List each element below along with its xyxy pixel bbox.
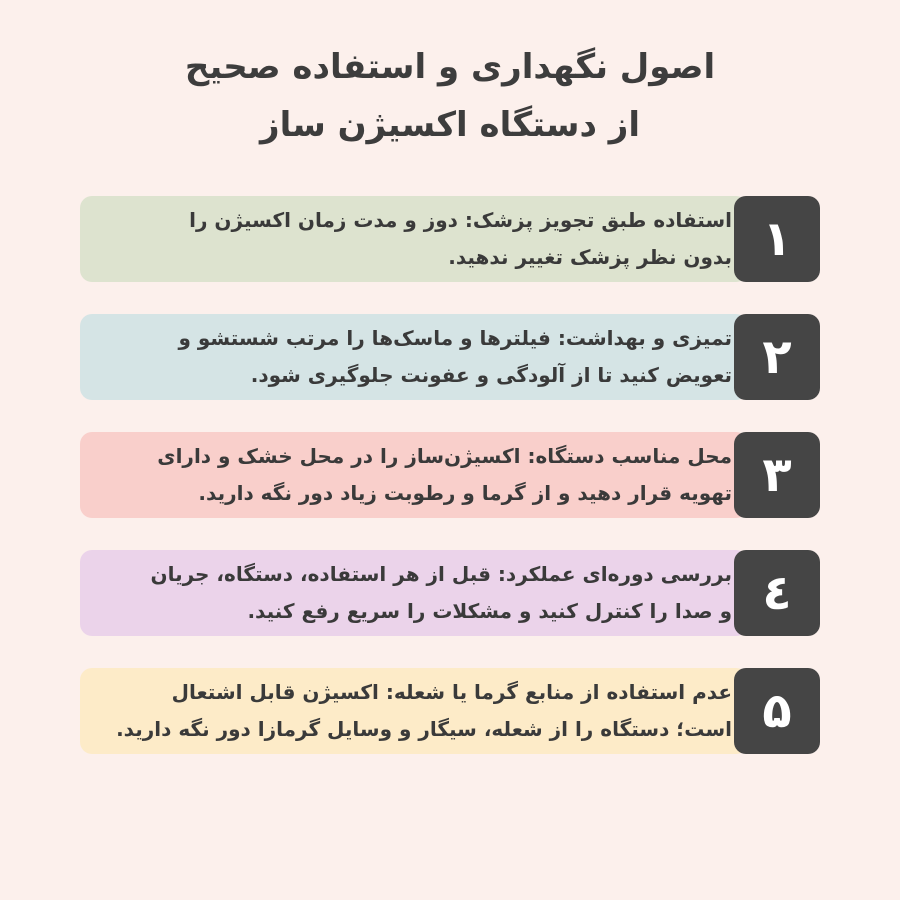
tip-5-line-1: عدم استفاده از منابع گرما یا شعله: اکسیژن قابل اشتعال bbox=[171, 680, 732, 704]
tip-number-2: ۲ bbox=[734, 314, 820, 400]
tip-4-line-2: و صدا را کنترل کنید و مشکلات را سریع رفع کنید. bbox=[247, 599, 732, 623]
tip-text-1 bbox=[92, 202, 732, 276]
tip-3-line-2: تهویه قرار دهید و از گرما و رطوبت زیاد دور نگه دارید. bbox=[198, 481, 732, 505]
tip-text-5 bbox=[92, 674, 732, 748]
tip-text-2 bbox=[92, 320, 732, 394]
tip-item-3 bbox=[80, 432, 820, 518]
tip-item-2 bbox=[80, 314, 820, 400]
tip-item-5 bbox=[80, 668, 820, 754]
tip-number-5: ۵ bbox=[734, 668, 820, 754]
tip-4-line-1: بررسی دوره‌ای عملکرد: قبل از هر استفاده، دستگاه، جریان bbox=[150, 562, 732, 586]
tip-number-4: ٤ bbox=[734, 550, 820, 636]
tip-item-4 bbox=[80, 550, 820, 636]
tip-1-line-1: استفاده طبق تجویز پزشک: دوز و مدت زمان اکسیژن را bbox=[189, 208, 732, 232]
tip-2-line-2: تعویض کنید تا از آلودگی و عفونت جلوگیری شود. bbox=[250, 363, 732, 387]
tip-number-3: ۳ bbox=[734, 432, 820, 518]
tip-5-line-2: است؛ دستگاه را از شعله، سیگار و وسایل گرمازا دور نگه دارید. bbox=[116, 717, 732, 741]
tip-2-line-1: تمیزی و بهداشت: فیلترها و ماسک‌ها را مرتب شستشو و bbox=[178, 326, 732, 350]
tip-item-1 bbox=[80, 196, 820, 282]
tip-text-3 bbox=[92, 438, 732, 512]
tip-number-1: ۱ bbox=[734, 196, 820, 282]
title-line-1: اصول نگهداری و استفاده صحیح bbox=[184, 47, 716, 87]
page-title bbox=[0, 38, 900, 154]
title-line-2: از دستگاه اکسیژن ساز bbox=[260, 105, 640, 145]
tip-3-line-1: محل مناسب دستگاه: اکسیژن‌ساز را در محل خشک و دارای bbox=[157, 444, 732, 468]
tip-text-4 bbox=[92, 556, 732, 630]
tip-1-line-2: بدون نظر پزشک تغییر ندهید. bbox=[448, 245, 732, 269]
